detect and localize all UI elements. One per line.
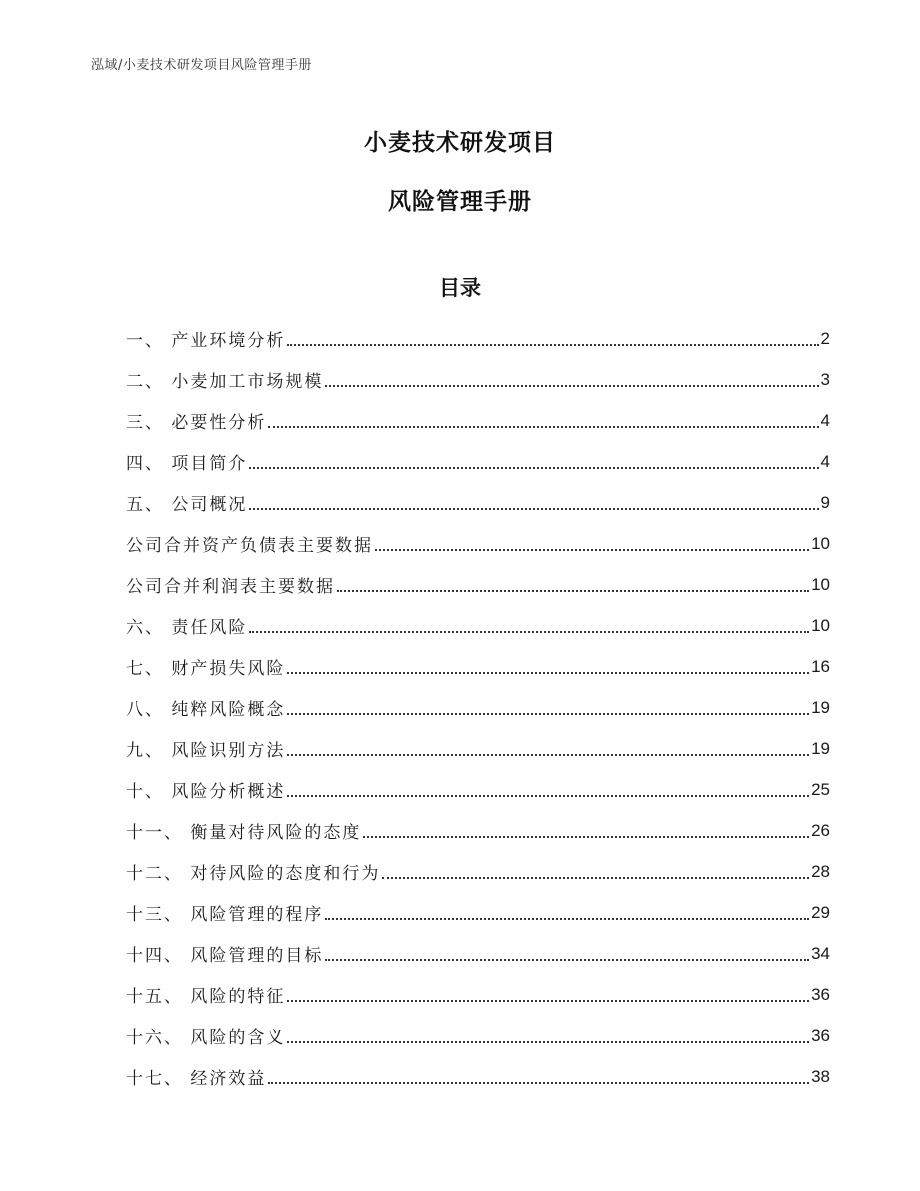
dot-leader xyxy=(325,385,818,387)
toc-entry-label: 二、 小麦加工市场规模 xyxy=(126,372,324,392)
toc-entry-page: 28 xyxy=(811,861,830,881)
toc-entry-page: 29 xyxy=(811,902,830,922)
toc-entry[interactable] xyxy=(126,728,830,769)
toc-entry-page: 36 xyxy=(811,1025,830,1045)
toc-entry[interactable] xyxy=(126,974,830,1015)
table-of-contents xyxy=(126,318,830,1097)
toc-entry[interactable] xyxy=(126,933,830,974)
toc-entry-label: 十六、 风险的含义 xyxy=(126,1028,286,1048)
dot-leader xyxy=(287,344,818,346)
dot-leader xyxy=(325,918,809,920)
dot-leader xyxy=(287,713,809,715)
dot-leader xyxy=(363,836,809,838)
toc-entry-label: 十四、 风险管理的目标 xyxy=(126,946,324,966)
toc-entry-label: 五、 公司概况 xyxy=(126,495,248,515)
toc-entry-page: 3 xyxy=(820,369,830,389)
toc-entry-label: 一、 产业环境分析 xyxy=(126,331,286,351)
toc-entry-label: 十二、 对待风险的态度和行为 xyxy=(126,864,381,884)
toc-entry-label: 七、 财产损失风险 xyxy=(126,659,286,679)
dot-leader xyxy=(249,508,818,510)
dot-leader xyxy=(268,426,818,428)
toc-entry[interactable] xyxy=(126,605,830,646)
toc-entry[interactable] xyxy=(126,400,830,441)
toc-entry[interactable] xyxy=(126,1015,830,1056)
dot-leader xyxy=(325,959,809,961)
dot-leader xyxy=(337,590,809,592)
toc-entry[interactable] xyxy=(126,441,830,482)
toc-entry[interactable] xyxy=(126,318,830,359)
toc-entry-label: 三、 必要性分析 xyxy=(126,413,267,433)
dot-leader xyxy=(287,1041,809,1043)
dot-leader xyxy=(287,1000,809,1002)
toc-entry-page: 10 xyxy=(811,533,830,553)
dot-leader xyxy=(382,877,809,879)
toc-entry-page: 26 xyxy=(811,820,830,840)
toc-entry-page: 2 xyxy=(820,328,830,348)
toc-entry-label: 十五、 风险的特征 xyxy=(126,987,286,1007)
toc-entry-page: 19 xyxy=(811,697,830,717)
toc-entry-label: 公司合并利润表主要数据 xyxy=(126,577,335,597)
toc-entry[interactable] xyxy=(126,1056,830,1097)
dot-leader xyxy=(287,795,809,797)
toc-entry[interactable] xyxy=(126,359,830,400)
toc-entry-page: 25 xyxy=(811,779,830,799)
toc-entry[interactable] xyxy=(126,769,830,810)
toc-entry-page: 4 xyxy=(820,410,830,430)
toc-entry[interactable] xyxy=(126,851,830,892)
toc-entry-label: 四、 项目简介 xyxy=(126,454,248,474)
toc-entry-page: 16 xyxy=(811,656,830,676)
toc-entry[interactable] xyxy=(126,687,830,728)
toc-entry-label: 公司合并资产负债表主要数据 xyxy=(126,536,373,556)
toc-entry-label: 十、 风险分析概述 xyxy=(126,782,286,802)
document-title-line-2: 风险管理手册 xyxy=(388,189,532,215)
dot-leader xyxy=(268,1082,809,1084)
dot-leader xyxy=(287,672,809,674)
toc-entry-page: 10 xyxy=(811,615,830,635)
toc-entry-label: 六、 责任风险 xyxy=(126,618,248,638)
toc-entry-page: 36 xyxy=(811,984,830,1004)
toc-entry-page: 4 xyxy=(820,451,830,471)
toc-entry-label: 八、 纯粹风险概念 xyxy=(126,700,286,720)
toc-entry[interactable] xyxy=(126,810,830,851)
toc-entry[interactable] xyxy=(126,482,830,523)
toc-entry-page: 9 xyxy=(820,492,830,512)
toc-heading: 目录 xyxy=(439,276,481,300)
running-header: 泓域/小麦技术研发项目风险管理手册 xyxy=(91,58,312,73)
toc-entry[interactable] xyxy=(126,523,830,564)
toc-entry[interactable] xyxy=(126,646,830,687)
toc-entry-label: 十七、 经济效益 xyxy=(126,1069,267,1089)
dot-leader xyxy=(249,631,809,633)
toc-entry-page: 38 xyxy=(811,1066,830,1086)
dot-leader xyxy=(249,467,818,469)
toc-entry-label: 十三、 风险管理的程序 xyxy=(126,905,324,925)
toc-entry-label: 十一、 衡量对待风险的态度 xyxy=(126,823,362,843)
document-title-line-1: 小麦技术研发项目 xyxy=(364,130,556,156)
toc-entry[interactable] xyxy=(126,564,830,605)
dot-leader xyxy=(287,754,809,756)
toc-entry-page: 10 xyxy=(811,574,830,594)
toc-entry-label: 九、 风险识别方法 xyxy=(126,741,286,761)
toc-entry-page: 34 xyxy=(811,943,830,963)
toc-entry-page: 19 xyxy=(811,738,830,758)
dot-leader xyxy=(375,549,809,551)
toc-entry[interactable] xyxy=(126,892,830,933)
